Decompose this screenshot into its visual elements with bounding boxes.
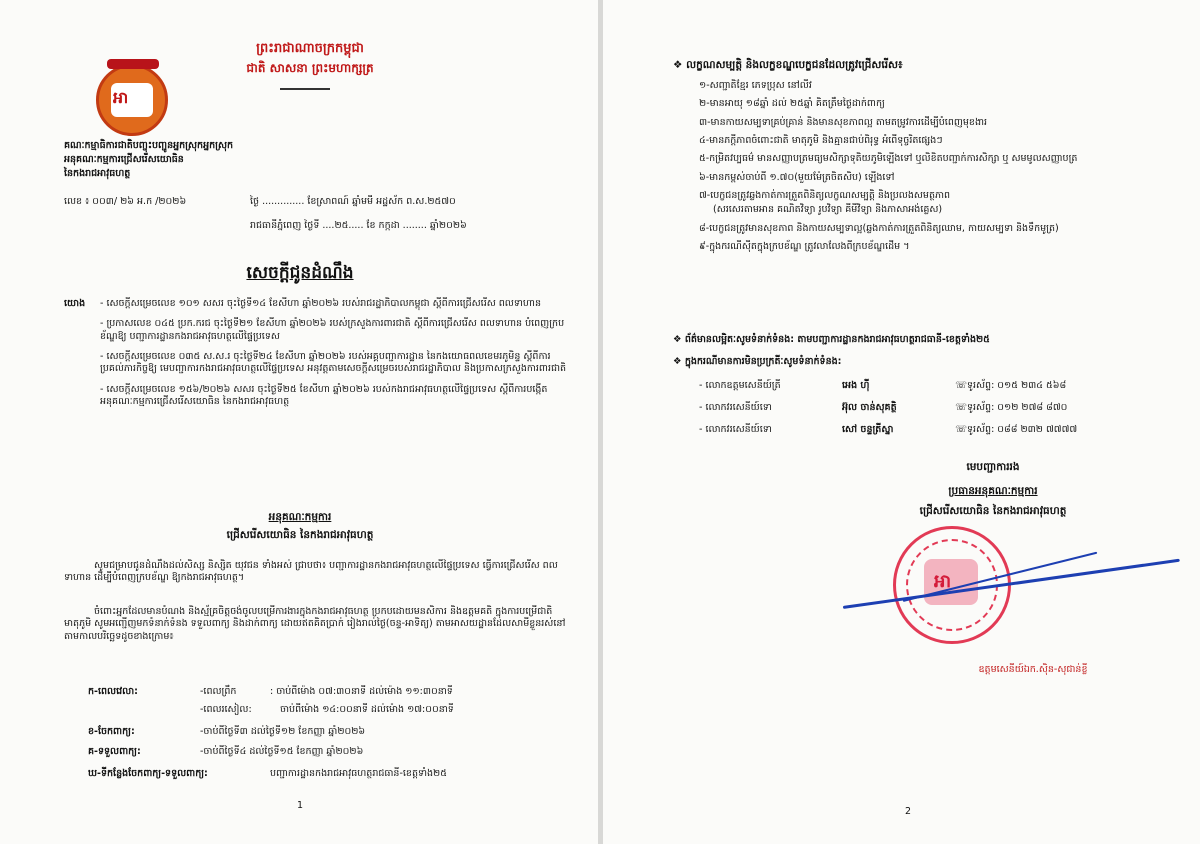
morning-time: : ចាប់ពីម៉ោង ០៧:៣០នាទី ដល់ម៉ោង ១១:៣០នាទី <box>270 686 453 697</box>
contact-row <box>699 380 1179 392</box>
org-line-3: នៃកងរាជអាវុធហត្ថ <box>64 168 131 179</box>
application-paragraph: ចំពោះអ្នកដែលមានបំណង និងស្ម័គ្រចិត្តចង់ចូលបម្រើការងារក្នុងកងរាជអាវុធហត្ថ ប្រកបដោយមនសិការ និងឧត្តមគតិ ក្នុងការបម្រើជាតិមាតុភូមិ សូមអញ្ជើញមកទំនាក់ទំនង ទទួលពាក្យ និងដាក់ពាក្យ ដោយឥតគិតប្រាក់ រៀងរាល់ថ្ងៃ(ចន្ទ-អាទិត្យ) តាមអាសយដ្ឋានដែលសាមីខ្លួនរស់នៅ តាមកាលបរិច្ឆេទដូចខាងក្រោម៖ <box>64 606 566 642</box>
subcommittee-title-2: ជ្រើសរើសយោធិន នៃកងរាជអាវុធហត្ថ <box>226 529 374 541</box>
org-line-1: គណៈកម្មាធិការជាតិបញ្ចុះបញ្ជូនអ្នកស្រុកអ្នកស្រុក <box>64 140 234 151</box>
contact-name: អ៊ុល ចាន់សុគត្ថិ <box>842 402 897 413</box>
criteria-item: ៥-កម្រិតវប្បធម៌ មានសញ្ញាបត្រមធ្យមសិក្សាទុតិយភូមិឡើងទៅ ឬលិខិតបញ្ជាក់ការសិក្សា ឬ សមមូលសញ្ញាបត្រ <box>699 153 1078 165</box>
location-label: ឃ-ទីកន្លែងចែកពាក្យ-ទទួលពាក្យ: <box>88 768 208 779</box>
contact-row <box>699 402 1179 414</box>
reference-list <box>100 298 570 408</box>
info-contact-line: ❖ ព័ត៌មានលម្អិតៈសូមទំនាក់ទំនង: តាមបញ្ជាការដ្ឋានកងរាជអាវុធហត្ថរាជធានី-ខេត្តទាំង២៥ <box>673 334 990 345</box>
reference-label: យោង <box>64 298 86 309</box>
reference-number: លេខ ៖ ០០៣/ ២៦ អ.ក /២០២៦ <box>64 196 187 207</box>
reference-item: - ប្រកាសលេខ ០៤៥ ប្រក.ករជ ចុះថ្ងៃទី២១ ខែសីហា ឆ្នាំ២០២៦ របស់ក្រសួងការពារជាតិ ស្ដីពីការជ្រើសរើស ពលទាហាន បំពេញក្របខ័ណ្ឌឱ្យ បញ្ជាការដ្ឋានកងរាជអាវុធហត្ថលើផ្ទៃប្រទេស <box>100 318 565 342</box>
signatory-title-1: មេបញ្ជាការរង <box>966 461 1020 473</box>
contact-phone: ☏ទូរស័ព្ទ: ០១៥ ២៣៤ ៥៦៨ <box>955 380 1067 391</box>
reference-item: - សេចក្ដីសម្រេចលេខ ១៥៦/២០២៦ សសរ ចុះថ្ងៃទី២៥ ខែសីហា ឆ្នាំ២០២៦ របស់កងរាជអាវុធហត្ថលើផ្ទៃប្រទេស ស្ដីពីការបង្កើតអនុគណៈកម្មការជ្រើសរើសយោធិន នៃកងរាជអាវុធហត្ថ <box>100 383 548 408</box>
announcement-paragraph: សូមជម្រាបជូនដំណឹងដល់សិស្ស និស្សិត យុវជន ទាំងអស់ ជ្រាបថា៖ បញ្ជាការដ្ឋានកងរាជអាវុធហត្ថលើផ្ទៃប្រទេស ធ្វើការជ្រើសរើស ពលទាហាន ដើម្បីបំពេញក្របខ័ណ្ឌ ឱ្យកងរាជអាវុធហត្ថ។ <box>64 560 558 584</box>
contact-title: - លោកវរសេនីយ៍ទោ <box>699 402 772 413</box>
contact-name: អេង ហ៊ី <box>842 380 870 391</box>
criteria-item: ៣-មានកាយសម្បទាគ្រប់គ្រាន់ និងមានសុខភាពល្អ តាមតម្រូវការដើម្បីបំពេញមុខងារ <box>699 116 988 128</box>
contact-row <box>699 424 1179 436</box>
signer-name: ឧត្តមសេនីយ៍ឯក.ស៊ិន-សុជាន់ខ្លី <box>978 664 1088 675</box>
criteria-item: ៦-មានកម្ពស់ចាប់ពី ១.៧០(មួយម៉ែត្រចិតសិប) ឡើងទៅ <box>699 171 895 183</box>
contact-name: សៅ ចន្ទត្រីស្នា <box>842 424 894 435</box>
contact-phone: ☏ទូរស័ព្ទ: ០៨៨ ២៣២ ៧៧៧៧ <box>955 424 1078 435</box>
org-line-2: អនុគណៈកម្មការជ្រើសរើសយោធិន <box>64 154 184 165</box>
criteria-item: ១-សញ្ជាតិខ្មែរ ភេទប្រុស នៅលីវ <box>699 80 812 91</box>
national-motto: ជាតិ សាសនា ព្រះមហាក្សត្រ <box>246 61 374 75</box>
evening-time: ចាប់ពីម៉ោង ១៤:០០នាទី ដល់ម៉ោង ១៧:០០នាទី <box>280 704 454 715</box>
criteria-item: ៨-បេក្ខជនត្រូវមានសុខភាព និងកាយសម្បទាល្អ(ឆ្លងកាត់ការត្រួតពិនិត្យឈាម, កាយសម្បទា និងទឹកមូត្រ) <box>699 222 1059 234</box>
criteria-heading: ❖ លក្ខណសម្បត្តិ និងលក្ខខណ្ឌបេក្ខជនដែលត្រូវជ្រើសរើស៖ <box>673 59 903 71</box>
reference-item: - សេចក្ដីសម្រេចលេខ ១០១ សសរ ចុះថ្ងៃទី១៤ ខែសីហា ឆ្នាំ២០២៦ របស់រាជរដ្ឋាភិបាលកម្ពុជា ស្ដីពីការជ្រើសរើស ពលទាហាន <box>100 298 541 309</box>
document-page-1 <box>0 0 598 844</box>
subcommittee-title-1: អនុគណៈកម្មការ <box>268 511 332 523</box>
emblem-logo: អា <box>96 64 168 136</box>
document-title: សេចក្តីជូនដំណឹង <box>246 263 354 283</box>
signatory-title-2: ប្រធានអនុគណៈកម្មការ <box>948 485 1038 497</box>
page-number: 1 <box>296 800 304 811</box>
location-value: បញ្ជាការដ្ឋានកងរាជអាវុធហត្ថរាជធានី-ខេត្តទាំង២៥ <box>270 768 447 779</box>
reference-item: - សេចក្ដីសម្រេចលេខ ០៣៥ ស.ស.រ ចុះថ្ងៃទី២៤ ខែសីហា ឆ្នាំ២០២៦ របស់អគ្គបញ្ជាការដ្ឋាន នៃកងយោធពលខេមរភូមិន្ទ ស្ដីពីការប្រគល់ភារកិច្ចឱ្យ មេបញ្ជាការកងរាជអាវុធហត្ថលើផ្ទៃប្រទេស អនុវត្តតាមសេចក្ដីសម្រេចរបស់រាជរដ្ឋាភិបាល និងប្រកាសក្រសួងការពារជាតិ <box>100 351 567 375</box>
distribution-label: ខ-ចែកពាក្យ: <box>88 726 135 737</box>
submission-label: គ-ទទួលពាក្យ: <box>88 746 141 757</box>
motto-divider <box>280 88 330 90</box>
morning-label: -ពេលព្រឹក <box>200 686 237 697</box>
distribution-dates: -ចាប់ពីថ្ងៃទី៣ ដល់ថ្ងៃទី១២ ខែកញ្ញា ឆ្នាំ២០២៦ <box>200 726 366 737</box>
date-solar: រាជធានីភ្នំពេញ ថ្ងៃទី ....២៥..... ខែ កក្កដា ........ ឆ្នាំ២០២៦ <box>250 220 467 231</box>
contact-title: - លោកឧត្តមសេនីយ៍ត្រី <box>699 380 781 391</box>
kingdom-title: ព្រះរាជាណាចក្រកម្ពុជា <box>256 41 364 56</box>
contact-title: - លោកវរសេនីយ៍ទោ <box>699 424 772 435</box>
criteria-list <box>699 80 1179 253</box>
criteria-item: ៤-មានភក្ដីភាពចំពោះជាតិ មាតុភូមិ និងគ្មានជាប់ពិរុទ្ធ អំពើទុច្ចរិតផ្សេងៗ <box>699 135 943 147</box>
schedule-time-label: ក-ពេលវេលា: <box>88 686 138 697</box>
page-number: 2 <box>904 806 912 817</box>
criteria-item: (សរសេរតាមអាន គណិតវិទ្យា រូបវិទ្យា គីមីវិទ្យា និងភាសាអង់គ្លេស) <box>713 204 943 216</box>
signatory-title-3: ជ្រើសរើសយោធិន នៃកងរាជអាវុធហត្ថ <box>919 505 1067 517</box>
document-page-2 <box>603 0 1200 844</box>
official-seal-stamp: អា <box>893 526 1011 644</box>
evening-label: -ពេលរសៀល: <box>200 704 252 715</box>
date-lunar: ថ្ងៃ​ .............. ខែស្រាពណ៍ ឆ្នាំមមី អដ្ឋស័ក ព.ស.២៥៧០ <box>250 196 456 207</box>
criteria-item: ២-មានអាយុ ១៨ឆ្នាំ ដល់ ២៥ឆ្នាំ គិតត្រឹមថ្ងៃដាក់ពាក្យ <box>699 98 885 110</box>
contact-phone: ☏ទូរស័ព្ទ: ០១២ ២៧៨ ៨៧០ <box>955 402 1068 413</box>
submission-dates: -ចាប់ពីថ្ងៃទី៤ ដល់ថ្ងៃទី១៥ ខែកញ្ញា ឆ្នាំ២០២៦ <box>200 746 364 757</box>
irregularity-contact-line: ❖ ក្នុងករណីមានការមិនប្រក្រតីៈសូមទំនាក់ទំនង: <box>673 356 842 367</box>
criteria-item: ៩-ក្នុងករណីស៊ីតក្នុងក្របខ័ណ្ឌ ត្រូវលាលែងពីក្របខ័ណ្ឌដើម ។ <box>699 241 910 253</box>
criteria-item: ៧-បេក្ខជនត្រូវឆ្លងកាត់ការត្រួតពិនិត្យលក្ខណសម្បត្តិ និងប្រលងសមត្ថភាព <box>699 190 951 202</box>
